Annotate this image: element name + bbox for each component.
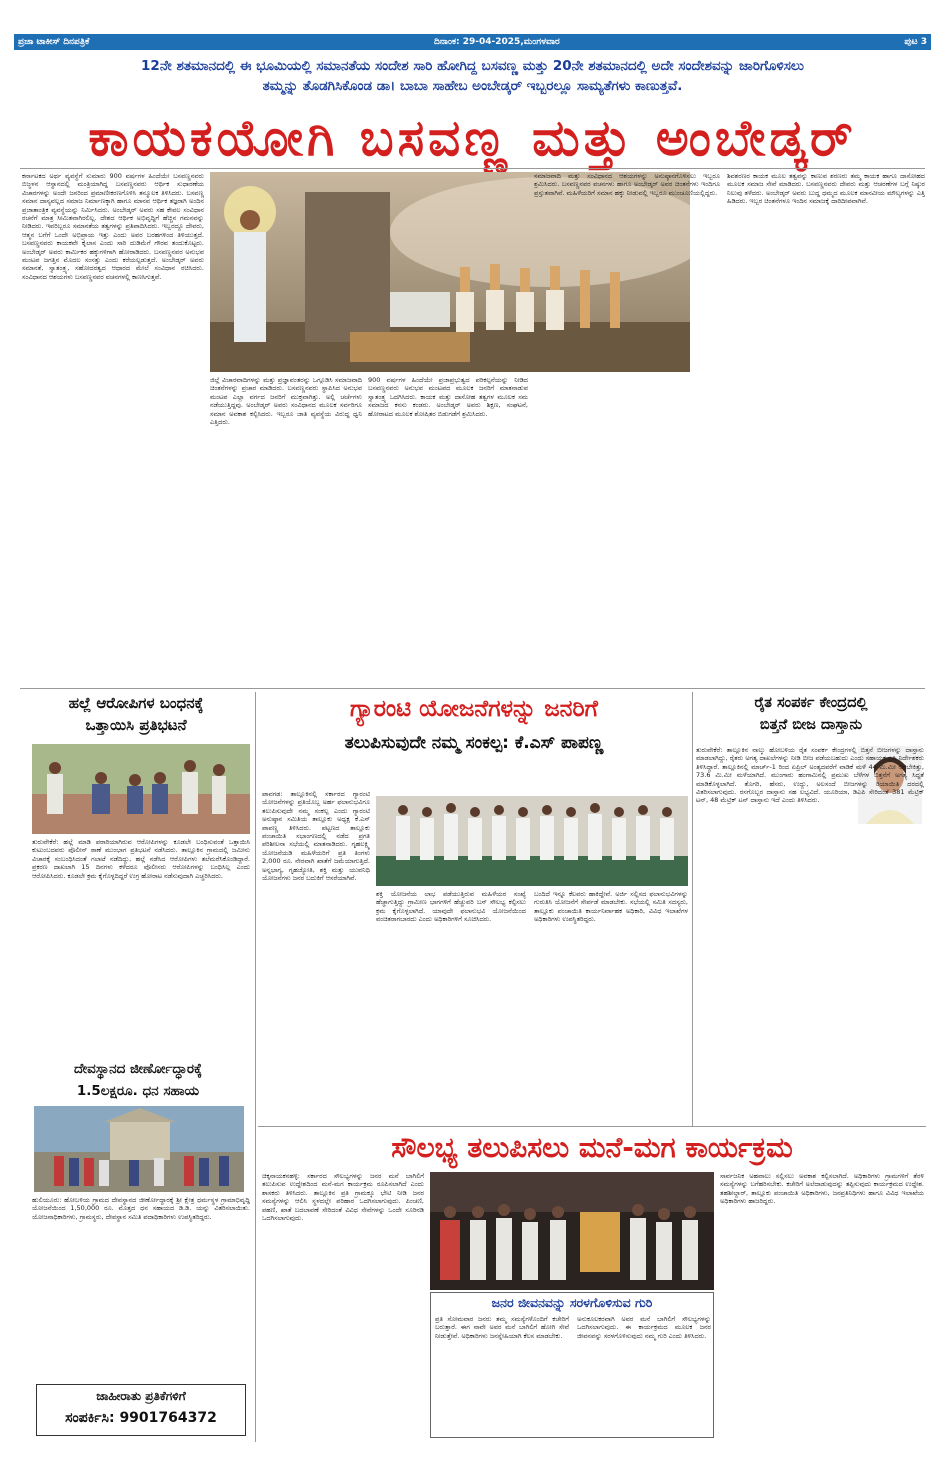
guarantee-column-3: ಬಂದಿದೆ ಇನ್ನೂ ಕೆಲವರು ಹಾಕಿದ್ದೇವೆ. ಅರ್ಜಿ ಸಲ್ಲಿಸದ ಫಲಾನುಭವಿಗಳನ್ನು ಗುರುತಿಸಿ ಯೋಜನೆಗೆ ಸೇರ್ಪಡೆ ಮಾಡಬೇಕು. ಸಭೆಯಲ್ಲಿ ಸಮಿತಿ ಸದಸ್ಯರು, ತಾಲ್ಲೂಕು ಪಂಚಾಯಿತಿ ಕಾರ್ಯನಿರ್ವಾಹಕ ಅಧಿಕಾರಿ, ವಿವಿಧ ಇಲಾಖೆಗಳ ಅಧಿಕಾರಿಗಳು ಉಪಸ್ಥಿತರಿದ್ದರು. xyxy=(534,890,688,924)
temple-headline-line2: 1.5ಲಕ್ಷರೂ. ಧನ ಸಹಾಯ xyxy=(76,1083,200,1099)
lead-column-3: 900 ವರ್ಷಗಳ ಹಿಂದೆಯೇ ಪ್ರಜಾಪ್ರಭುತ್ವದ ಪರಿಕಲ್ಪನೆಯನ್ನು ನೀಡಿದ ಬಸವಣ್ಣನವರು ಅನುಭವ ಮಂಟಪದ ಮೂಲಕ ಜನರಿಗೆ ಮಾತನಾಡುವ ಸ್ವಾತಂತ್ರ್ಯ ಒದಗಿಸಿದರು. ಕಾಯಕ ಮತ್ತು ದಾಸೋಹ ತತ್ವಗಳ ಮೂಲಕ ಸಮ ಸಮಾಜದ ಕನಸು ಕಂಡರು. ಅಂಬೇಡ್ಕರ್ ಅವರು ಶಿಕ್ಷಣ, ಸಂಘಟನೆ, ಹೋರಾಟದ ಮೂಲಕ ಶೋಷಿತರ ಬಿಡುಗಡೆಗೆ ಶ್ರಮಿಸಿದರು. xyxy=(368,376,528,418)
family-event-photo xyxy=(430,1172,714,1290)
lead-headline: ಕಾಯಕಯೋಗಿ ಬಸವಣ್ಣ ಮತ್ತು ಅಂಬೇಡ್ಕರ್ xyxy=(88,109,857,167)
page-number: ಪುಟ 3 xyxy=(904,37,927,47)
family-headline: ಸೌಲಭ್ಯ ತಲುಪಿಸಲು ಮನೆ-ಮಗ ಕಾರ್ಯಕ್ರಮ xyxy=(391,1131,793,1164)
lead-intro xyxy=(20,56,925,96)
guarantee-column-1: ಪಾವಗಡ: ತಾಲ್ಲೂಕಿನಲ್ಲಿ ಸರ್ಕಾರದ ಗ್ಯಾರಂಟಿ ಯೋಜನೆಗಳನ್ನು ಪ್ರತಿಯೊಬ್ಬ ಅರ್ಹ ಫಲಾನುಭವಿಗೂ ತಲುಪಿಸುವುದೇ ನಮ್ಮ ಸಂಕಲ್ಪ ಎಂದು ಗ್ಯಾರಂಟಿ ಅನುಷ್ಠಾನ ಸಮಿತಿಯ ತಾಲ್ಲೂಕು ಅಧ್ಯಕ್ಷ ಕೆ.ಎಸ್ ಪಾಪಣ್ಣ ತಿಳಿಸಿದರು. ಪಟ್ಟಣದ ತಾಲ್ಲೂಕು ಪಂಚಾಯಿತಿ ಸಭಾಂಗಣದಲ್ಲಿ ನಡೆದ ಪ್ರಗತಿ ಪರಿಶೀಲನಾ ಸಭೆಯಲ್ಲಿ ಮಾತನಾಡಿದರು. ಗೃಹಲಕ್ಷ್ಮಿ ಯೋಜನೆಯಡಿ ಮಹಿಳೆಯರಿಗೆ ಪ್ರತಿ ತಿಂಗಳು 2,000 ರೂ. ನೇರವಾಗಿ ಖಾತೆಗೆ ಜಮೆಯಾಗುತ್ತಿದೆ. ಅನ್ನಭಾಗ್ಯ, ಗೃಹಜ್ಯೋತಿ, ಶಕ್ತಿ ಮತ್ತು ಯುವನಿಧಿ ಯೋಜನೆಗಳು ಜನರ ಬದುಕಿಗೆ ಆಸರೆಯಾಗಿವೆ. xyxy=(262,790,370,883)
lead-column-5: ಶಿವಶರಣರ ಕಾಯಕ ಮೂಲ ತತ್ವವನ್ನು ಕಾಣುವ ಶರಣರು ತಮ್ಮ ಕಾಯಕ ಹಾಗೂ ದಾಸೋಹದ ಮೂಲಕ ಸಮಾಜ ಸೇವೆ ಮಾಡಿದರು. ಬಸವಣ್ಣನವರು ದೇವರು ಮತ್ತು ಆಚರಣೆಗಳ ಬಗ್ಗೆ ನಿಷ್ಠುರ ನಿಲುವು ತಳೆದರು. ಅಂಬೇಡ್ಕರ್ ಅವರು ಬುದ್ಧ ಧಮ್ಮದ ಮೂಲಕ ಮಾನವೀಯ ಮೌಲ್ಯಗಳನ್ನು ಎತ್ತಿ ಹಿಡಿದರು. ಇಬ್ಬರ ಚಿಂತನೆಗಳೂ ಇಂದಿನ ಸಮಾಜಕ್ಕೆ ದಾರಿದೀಪವಾಗಿವೆ. xyxy=(727,172,925,206)
temple-headline-line1: ದೇವಸ್ಥಾನದ ಜೀರ್ಣೋದ್ಧಾರಕ್ಕೆ xyxy=(74,1061,202,1077)
protest-headline-line1: ಹಲ್ಲೆ ಆರೋಪಿಗಳ ಬಂಧನಕ್ಕೆ xyxy=(68,694,204,712)
guarantee-headline-line2: ತಲುಪಿಸುವುದೇ ನಮ್ಮ ಸಂಕಲ್ಪ: ಕೆ.ಎಸ್ ಪಾಪಣ್ಣ xyxy=(344,733,604,753)
advertisement-box xyxy=(36,1384,246,1436)
family-sub-column-1: ಪ್ರತಿ ಸೋಮವಾರ ಜನರು ತಮ್ಮ ಸಮಸ್ಯೆಗಳೊಂದಿಗೆ ಕಚೇರಿಗೆ ಬರುತ್ತಾರೆ. ಈಗ ನಾವೇ ಅವರ ಮನೆ ಬಾಗಿಲಿಗೆ ಹೋಗಿ ಸೇವೆ ನೀಡುತ್ತೇವೆ. ಅಧಿಕಾರಿಗಳು ಜನಸ್ನೇಹಿಯಾಗಿ ಕೆಲಸ ಮಾಡಬೇಕು. xyxy=(435,1315,569,1340)
lead-top-rule xyxy=(20,168,925,169)
family-column-right: ಸಾರ್ವಜನಿಕ ಅಹವಾಲು ಸಲ್ಲಿಸಲು ಅವಕಾಶ ಕಲ್ಪಿಸಲಾಗಿದೆ. ಅಧಿಕಾರಿಗಳು ಗ್ರಾಮಗಳಿಗೆ ತೆರಳಿ ಸಮಸ್ಯೆಗಳನ್ನು ಬಗೆಹರಿಸಬೇಕು. ಕಚೇರಿಗೆ ಅಲೆದಾಡುವುದನ್ನು ತಪ್ಪಿಸುವುದು ಕಾರ್ಯಕ್ರಮದ ಉದ್ದೇಶ. ತಹಶೀಲ್ದಾರ್, ತಾಲ್ಲೂಕು ಪಂಚಾಯಿತಿ ಅಧಿಕಾರಿಗಳು, ಜನಪ್ರತಿನಿಧಿಗಳು ಹಾಗೂ ವಿವಿಧ ಇಲಾಖೆಯ ಅಧಿಕಾರಿಗಳು ಹಾಜರಿದ್ದರು. xyxy=(720,1172,924,1206)
protest-photo-illustration xyxy=(32,744,250,834)
family-subheadline: ಜನರ ಜೀವನವನ್ನು ಸರಳಗೊಳಿಸುವ ಗುರಿ xyxy=(491,1295,653,1310)
newspaper-name: ಪ್ರಜಾ ಟಾಕೀಸ್ ದಿನಪತ್ರಿಕೆ xyxy=(18,37,90,47)
protest-body: ತುರುವೇಕೆರೆ: ಹಲ್ಲೆ ಮಾಡಿ ಪರಾರಿಯಾಗಿರುವ ಆರೋಪಿಗಳನ್ನು ಕೂಡಲೇ ಬಂಧಿಸುವಂತೆ ಒತ್ತಾಯಿಸಿ ಕುಟುಂಬದವರು ಪೊಲೀಸ್ ಠಾಣೆ ಮುಂಭಾಗ ಪ್ರತಿಭಟನೆ ನಡೆಸಿದರು. ತಾಲ್ಲೂಕಿನ ಗ್ರಾಮದಲ್ಲಿ ಜಮೀನು ವಿಚಾರಕ್ಕೆ ಸಂಬಂಧಿಸಿದಂತೆ ಗಲಾಟೆ ನಡೆದಿದ್ದು, ಹಲ್ಲೆ ನಡೆಸಿದ ಆರೋಪಿಗಳು ತಲೆಮರೆಸಿಕೊಂಡಿದ್ದಾರೆ. ಪ್ರಕರಣ ದಾಖಲಾಗಿ 15 ದಿನಗಳು ಕಳೆದರೂ ಪೊಲೀಸರು ಆರೋಪಿಗಳನ್ನು ಬಂಧಿಸಿಲ್ಲ ಎಂದು ಆರೋಪಿಸಿದರು. ಕೂಡಲೇ ಕ್ರಮ ಕೈಗೊಳ್ಳದಿದ್ದರೆ ಉಗ್ರ ಹೋರಾಟ ನಡೆಸುವುದಾಗಿ ಎಚ್ಚರಿಸಿದರು. xyxy=(32,838,250,880)
event-photo-illustration xyxy=(430,1172,714,1290)
lead-intro-line1: 12ನೇ ಶತಮಾನದಲ್ಲಿ ಈ ಭೂಮಿಯಲ್ಲಿ ಸಮಾನತೆಯ ಸಂದೇಶ ಸಾರಿ ಹೋಗಿದ್ದ ಬಸವಣ್ಣ ಮತ್ತು 20ನೇ ಶತಮಾನದಲ್ಲಿ ಅದೇ ಸಂದೇಶವನ್ನು ಜಾರಿಗೊಳಿಸಲು xyxy=(141,58,804,74)
seeds-headline xyxy=(696,692,926,736)
right-column-rule xyxy=(692,692,693,1126)
family-top-rule xyxy=(258,1126,926,1127)
lead-bottom-rule xyxy=(20,688,925,689)
guarantee-meeting-photo xyxy=(376,796,688,886)
lead-intro-line2: ತಮ್ಮನ್ನು ತೊಡಗಿಸಿಕೊಂಡ ಡಾ। ಬಾಬಾ ಸಾಹೇಬ ಅಂಬೇಡ್ಕರ್ ಇಬ್ಬರಲ್ಲೂ ಸಾಮ್ಯತೆಗಳು ಕಾಣುತ್ತವೆ. xyxy=(262,78,683,94)
ad-line1: ಜಾಹೀರಾತು ಪ್ರತಿಕೆಗಳಿಗೆ xyxy=(96,1389,186,1403)
guarantee-column-2: ಶಕ್ತಿ ಯೋಜನೆಯ ಲಾಭ ಪಡೆಯುತ್ತಿರುವ ಮಹಿಳೆಯರ ಸಂಖ್ಯೆ ಹೆಚ್ಚಾಗುತ್ತಿದ್ದು ಗ್ರಾಮೀಣ ಭಾಗಗಳಿಗೆ ಹೆಚ್ಚುವರಿ ಬಸ್ ಸೌಲಭ್ಯ ಕಲ್ಪಿಸಲು ಕ್ರಮ ಕೈಗೊಳ್ಳಲಾಗಿದೆ. ಯಾವುದೇ ಫಲಾನುಭವಿ ಯೋಜನೆಯಿಂದ ವಂಚಿತರಾಗಬಾರದು ಎಂದು ಅಧಿಕಾರಿಗಳಿಗೆ ಸೂಚಿಸಿದರು. xyxy=(376,890,526,924)
temple-photo xyxy=(34,1106,244,1192)
guarantee-headline-line1: ಗ್ಯಾರಂಟಿ ಯೋಜನೆಗಳನ್ನು ಜನರಿಗೆ xyxy=(350,696,598,722)
lead-column-2: ಜಿಲ್ಲೆ ವಿಚಾರವಾದಿಗಳನ್ನು ಮತ್ತು ಪ್ರಜ್ಞಾವಂತರನ್ನು ಒಗ್ಗೂಡಿಸಿ ಸಮಾಜವಾದಿ ಚಿಂತನೆಗಳನ್ನು ಪ್ರಚಾರ ಮಾಡಿದರು. ಬಸವಣ್ಣನವರು ಸ್ಥಾಪಿಸಿದ ಅನುಭವ ಮಂಟಪ ಎಲ್ಲಾ ವರ್ಗದ ಜನರಿಗೆ ಮುಕ್ತವಾಗಿತ್ತು. ಅಲ್ಲಿ ಚರ್ಚೆಗಳು ನಡೆಯುತ್ತಿದ್ದವು. ಅಂಬೇಡ್ಕರ್ ಅವರು ಸಂವಿಧಾನದ ಮೂಲಕ ಸರ್ವರಿಗೂ ಸಮಾನ ಅವಕಾಶ ಕಲ್ಪಿಸಿದರು. ಇಬ್ಬರೂ ಜಾತಿ ವ್ಯವಸ್ಥೆಯ ವಿರುದ್ಧ ಧ್ವನಿ ಎತ್ತಿದರು. xyxy=(210,376,362,427)
lead-column-4: ಸಮಾಜವಾದಿ ಮತ್ತು ಸಂವಿಧಾನದ ಆಶಯಗಳನ್ನು ಅನುಷ್ಠಾನಗೊಳಿಸಲು ಇಬ್ಬರೂ ಶ್ರಮಿಸಿದರು. ಬಸವಣ್ಣನವರ ವಚನಗಳು ಹಾಗೂ ಅಂಬೇಡ್ಕರ್ ಅವರ ಚಿಂತನೆಗಳು ಇಂದಿಗೂ ಪ್ರಸ್ತುತವಾಗಿವೆ. ಮಹಿಳೆಯರಿಗೆ ಸಮಾನ ಹಕ್ಕು ನೀಡುವಲ್ಲಿ ಇಬ್ಬರೂ ಮುಂಚೂಣಿಯಲ್ಲಿದ್ದರು. xyxy=(534,172,720,197)
left-column-rule xyxy=(255,692,256,1442)
family-sidebar-box xyxy=(430,1292,714,1438)
temple-headline xyxy=(24,1058,252,1102)
issue-date: ದಿನಾಂಕ: 29-04-2025,ಮಂಗಳವಾರ xyxy=(433,37,560,47)
page-header-bar xyxy=(14,34,931,50)
seeds-headline-line2: ಬಿತ್ತನೆ ಬೀಜ ದಾಸ್ತಾನು xyxy=(759,717,863,733)
protest-headline xyxy=(20,692,252,736)
seeds-headline-line1: ರೈತ ಸಂಪರ್ಕ ಕೇಂದ್ರದಲ್ಲಿ xyxy=(754,695,868,711)
seeds-body: ತುರುವೇಕೆರೆ: ತಾಲ್ಲೂಕಿನ ನಾಲ್ಕು ಹೋಬಳಿಯ ರೈತ ಸಂಪರ್ಕ ಕೇಂದ್ರಗಳಲ್ಲಿ ಬಿತ್ತನೆ ಬೀಜಗಳನ್ನು ದಾಸ್ತಾನು ಮಾಡಲಾಗಿದ್ದು, ರೈತರು ಅಗತ್ಯ ದಾಖಲೆಗಳನ್ನು ನೀಡಿ ಬೀಜ ಪಡೆಯಬಹುದು ಎಂದು ಸಹಾಯಕ ಕೃಷಿ ನಿರ್ದೇಶಕರು ತಿಳಿಸಿದ್ದಾರೆ. ತಾಲ್ಲೂಕಿನಲ್ಲಿ ಮಾರ್ಚ್-1 ರಿಂದ ಏಪ್ರಿಲ್ ಅಂತ್ಯದವರೆಗೆ ವಾಡಿಕೆ ಮಳೆ 44 ಮಿ.ಮೀ ಆಗಬೇಕಿತ್ತು, 73.6 ಮಿ.ಮೀ ಮಳೆಯಾಗಿದೆ. ಮುಂಗಾರು ಹಂಗಾಮಿನಲ್ಲಿ ಪ್ರಮುಖ ಬೆಳೆಗಳ ಬಿತ್ತನೆಗೆ ಅಗತ್ಯ ಸಿದ್ಧತೆ ಮಾಡಿಕೊಳ್ಳಲಾಗಿದೆ. ತೊಗರಿ, ಹೆಸರು, ಉದ್ದು, ಅಲಸಂದೆ ಬೀಜಗಳನ್ನು ರಿಯಾಯಿತಿ ದರದಲ್ಲಿ ವಿತರಿಸಲಾಗುವುದು. ರಸಗೊಬ್ಬರ ದಾಸ್ತಾನು ಸಹ ಲಭ್ಯವಿದೆ. ಯೂರಿಯಾ, ಡಿಎಪಿ ಸೇರಿದಂತೆ 381 ಮೆಟ್ರಿಕ್ ಟನ್, 48 ಮೆಟ್ರಿಕ್ ಟನ್ ದಾಸ್ತಾನು ಇದೆ ಎಂದು ತಿಳಿಸಿದರು. xyxy=(696,746,924,805)
temple-body: ಹುಲಿಯೂರು: ಹೋಬಳಿಯ ಗ್ರಾಮದ ದೇವಸ್ಥಾನದ ಜೀರ್ಣೋದ್ಧಾರಕ್ಕೆ ಶ್ರೀ ಕ್ಷೇತ್ರ ಧರ್ಮಸ್ಥಳ ಗ್ರಾಮಾಭಿವೃದ್ಧಿ ಯೋಜನೆಯಿಂದ 1,50,000 ರೂ. ಮೊತ್ತದ ಧನ ಸಹಾಯದ ಡಿ.ಡಿ. ಯನ್ನು ವಿತರಿಸಲಾಯಿತು. ಯೋಜನಾಧಿಕಾರಿಗಳು, ಗ್ರಾಮಸ್ಥರು, ದೇವಸ್ಥಾನ ಸಮಿತಿ ಪದಾಧಿಕಾರಿಗಳು ಉಪಸ್ಥಿತರಿದ್ದರು. xyxy=(32,1196,250,1221)
ad-contact: ಸಂಪರ್ಕಿಸಿ: 9901764372 xyxy=(65,1410,217,1426)
protest-photo xyxy=(32,744,250,834)
lead-column-1: ಕರ್ನಾಟಕದ ಅರ್ಥ ವ್ಯವಸ್ಥೆಗೆ ಸುಮಾರು 900 ವರ್ಷಗಳ ಹಿಂದೆಯೇ ಬಸವಣ್ಣನವರು ಬಿಜ್ಜಳನ ಆಸ್ಥಾನದಲ್ಲಿ ಮಂತ್ರಿಯಾಗಿದ್ದ ಬಸವಣ್ಣನವರು ಆರ್ಥಿಕ ಸುಧಾರಣೆಯ ವಿಚಾರಗಳನ್ನು ಅಂದೇ ಜನರಿಂದ ಪ್ರಮಾಣೀಕರಣಗೊಳಿಸಿ ತನ್ಮೂಲಕ ತಿಳಿಸಿದರು. ಬಸವಣ್ಣ ಸಮಾನ ದಾಸ್ಯವಲ್ಲದ ಸಮಾಜ ನಿರ್ಮಾಣಕ್ಕಾಗಿ ಹಾಗೂ ಮಾನವ ಆರ್ಥಿಕ ತಜ್ಞರಾಗಿ ಅಂದಿನ ಪ್ರಜಾತಾಂತ್ರಿಕ ವ್ಯವಸ್ಥೆಯನ್ನು ನಿರ್ಮಿಸಿದರು. ಅಂಬೇಡ್ಕರ್ ಅವರು ಸಹ ಕೇವಲ ಸಂವಿಧಾನ ರಚನೆಗೆ ಮಾತ್ರ ಸೀಮಿತವಾಗಿರಲಿಲ್ಲ. ದೇಶದ ಆರ್ಥಿಕ ಅಭಿವೃದ್ಧಿಗೆ ಹೆಚ್ಚಿನ ಗಮನವನ್ನು ನೀಡಿದರು. ಇವರಿಬ್ಬರೂ ಸಮಾನತೆಯ ತತ್ವಗಳನ್ನು ಪ್ರತಿಪಾದಿಸಿದರು. ಇಬ್ಬರದ್ದೂ ದೇವರು, ಆತ್ಮನ ಬಗೆಗೆ ಒಂದೇ ಅಭಿಪ್ರಾಯ ಇತ್ತು ಎಂದು ಅವರ ಬರಹಗಳಿಂದ ತಿಳಿಯುತ್ತದೆ. ಬಸವಣ್ಣನವರು ಕಾಯಕವೇ ಕೈಲಾಸ ಎಂದು ಸಾರಿ ದುಡಿಮೆಗೆ ಗೌರವ ತಂದುಕೊಟ್ಟರು. ಅಂಬೇಡ್ಕರ್ ಅವರು ಕಾರ್ಮಿಕರ ಹಕ್ಕುಗಳಿಗಾಗಿ ಹೋರಾಡಿದರು. ಬಸವಣ್ಣನವರ ಅನುಭವ ಮಂಟಪ ಜಗತ್ತಿನ ಮೊದಲ ಸಂಸತ್ತು ಎಂದು ಕರೆಯಲ್ಪಡುತ್ತದೆ. ಅಂಬೇಡ್ಕರ್ ಅವರು ಸಮಾನತೆ, ಸ್ವಾತಂತ್ರ್ಯ, ಸಹೋದರತ್ವದ ಆಧಾರದ ಮೇಲೆ ಸಂವಿಧಾನ ರಚಿಸಿದರು. ಸಂವಿಧಾನದ ಆಶಯಗಳು ಬಸವಣ್ಣನವರ ವಚನಗಳಲ್ಲಿ ಕಾಣಸಿಗುತ್ತವೆ. xyxy=(22,172,204,281)
family-column-1: ಚಿಕ್ಕನಾಯಕನಹಳ್ಳಿ: ಸರ್ಕಾರದ ಸೌಲಭ್ಯಗಳನ್ನು ಜನರ ಮನೆ ಬಾಗಿಲಿಗೆ ತಲುಪಿಸುವ ಉದ್ದೇಶದಿಂದ ಮನೆ-ಮಗ ಕಾರ್ಯಕ್ರಮ ರೂಪಿಸಲಾಗಿದೆ ಎಂದು ಶಾಸಕರು ತಿಳಿಸಿದರು. ತಾಲ್ಲೂಕಿನ ಪ್ರತಿ ಗ್ರಾಮಕ್ಕೂ ಭೇಟಿ ನೀಡಿ ಜನರ ಸಮಸ್ಯೆಗಳನ್ನು ಆಲಿಸಿ ಸ್ಥಳದಲ್ಲೇ ಪರಿಹಾರ ಒದಗಿಸಲಾಗುವುದು. ಪಿಂಚಣಿ, ಪಹಣಿ, ಖಾತೆ ಬದಲಾವಣೆ ಸೇರಿದಂತೆ ವಿವಿಧ ಸೇವೆಗಳನ್ನು ಒಂದೇ ಸೂರಿನಡಿ ಒದಗಿಸಲಾಗುವುದು. xyxy=(262,1172,424,1223)
temple-photo-illustration xyxy=(34,1106,244,1192)
protest-headline-line2: ಒತ್ತಾಯಿಸಿ ಪ್ರತಿಭಟನೆ xyxy=(85,716,187,734)
meeting-photo-illustration xyxy=(376,796,688,886)
family-sub-column-2: ಅನುಕೂಲಕರವಾಗಿ ಅವರ ಮನೆ ಬಾಗಿಲಿಗೆ ಸೌಲಭ್ಯಗಳನ್ನು ಒದಗಿಸಲಾಗುವುದು. ಈ ಕಾರ್ಯಕ್ರಮದ ಮೂಲಕ ಜನರ ಜೀವನವನ್ನು ಸರಳಗೊಳಿಸುವುದು ನಮ್ಮ ಗುರಿ ಎಂದು ತಿಳಿಸಿದರು. xyxy=(577,1315,711,1340)
